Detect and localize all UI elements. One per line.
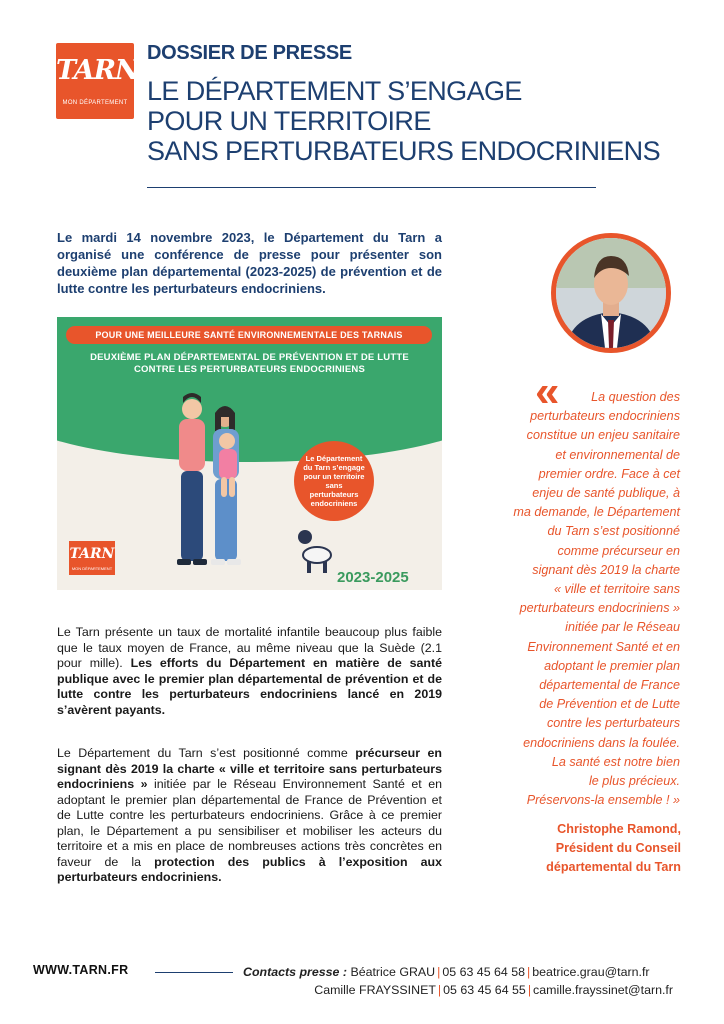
contact-email[interactable]: beatrice.grau@tarn.fr <box>532 965 650 979</box>
title-divider <box>147 187 596 188</box>
poster-plan-line: DEUXIÈME PLAN DÉPARTEMENTAL DE PRÉVENTION ET DE LUTTE <box>90 352 409 363</box>
body-paragraph-2 <box>57 746 442 886</box>
quote-line: initiée par le Réseau <box>565 620 680 635</box>
quote-line: du Tarn s’est positionné <box>547 524 680 539</box>
signature-line: départemental du Tarn <box>546 860 681 874</box>
quote-line: contre les perturbateurs <box>546 716 680 731</box>
p1-bold-text: Les efforts du Département en matière de santé publique avec le premier plan départemental de prévention et de lutte contre les perturbateurs endocriniens lancé en 2019 s’avèrent payants. <box>57 656 442 717</box>
quote-signature <box>478 820 681 877</box>
contact-phone[interactable]: 05 63 45 64 58 <box>442 965 526 979</box>
signature-line: Christophe Ramond, <box>557 822 681 836</box>
campaign-poster <box>57 317 442 590</box>
contacts-label: Contacts presse : <box>243 965 347 979</box>
quote-block <box>478 388 680 810</box>
quote-line: perturbateurs endocriniens » <box>519 601 680 616</box>
poster-banner: POUR UNE MEILLEURE SANTÉ ENVIRONNEMENTALE DES TARNAIS <box>66 326 432 344</box>
contact-row <box>243 981 673 999</box>
contact-name: Camille FRAYSSINET <box>314 983 436 997</box>
portrait-frame <box>551 233 671 353</box>
portrait-photo <box>556 238 666 348</box>
logo-subtitle: MON DÉPARTEMENT <box>62 100 128 106</box>
intro-paragraph: Le mardi 14 novembre 2023, le Département du Tarn a organisé une conférence de presse pour présenter son deuxième plan départemental (2023-2025) de prévention et de lutte contre les perturbateurs endocriniens. <box>57 230 442 296</box>
poster-tarn-logo <box>69 541 115 575</box>
p1-text: Le Tarn présente un taux de mortalité infantile beaucoup plus faible que le taux moyen de France, au même niveau que la Suède (2.1 pour mille). <box>57 625 442 670</box>
poster-logo-wordmark: TARN <box>69 546 115 562</box>
signature-line: Président du Conseil <box>555 841 681 855</box>
page-title <box>147 76 660 166</box>
quote-line: La question des <box>591 390 680 404</box>
poster-commitment-circle <box>294 441 374 521</box>
contact-row <box>243 963 673 981</box>
body-paragraph-1 <box>57 625 442 718</box>
separator: | <box>527 965 531 979</box>
quote-line: « ville et territoire sans <box>554 582 680 597</box>
separator: | <box>437 965 441 979</box>
title-line: SANS PERTURBATEURS ENDOCRINIENS <box>147 136 660 166</box>
p2-bold-text: précurseur en signant dès 2019 la charte « ville et territoire sans perturbateurs endocriniens » <box>57 746 442 791</box>
quote-line: départemental de France <box>539 678 680 693</box>
quote-line: signant dès 2019 la charte <box>532 562 680 577</box>
quote-line: comme précurseur en <box>557 543 680 558</box>
quote-line: de Prévention et de Lutte <box>539 697 680 712</box>
quote-line: La santé est notre bien <box>551 754 680 769</box>
poster-plan-line: CONTRE LES PERTURBATEURS ENDOCRINIENS <box>133 364 366 375</box>
person-avatar <box>556 238 666 348</box>
quote-line: le plus précieux. <box>588 774 680 789</box>
quote-line: ma demande, le Département <box>513 505 680 520</box>
poster-plan-title <box>77 352 422 376</box>
quote-line: endocriniens dans la foulée. <box>523 735 680 750</box>
contact-name: Béatrice GRAU <box>350 965 436 979</box>
quote-line: Environnement Santé et en <box>527 639 680 654</box>
separator: | <box>527 983 532 997</box>
title-line: POUR UN TERRITOIRE <box>147 106 431 136</box>
quote-line: Préservons-la ensemble ! » <box>526 793 680 808</box>
quote-line: enjeu de santé publique, à <box>532 486 680 501</box>
p2-bold-text: protection des publics à l’exposition aux perturbateurs endocriniens. <box>57 854 442 884</box>
website-link[interactable]: WWW.TARN.FR <box>33 963 129 977</box>
document-kicker: DOSSIER DE PRESSE <box>147 42 352 64</box>
poster-years: 2023-2025 <box>337 569 409 586</box>
poster-logo-subtitle: MON DÉPARTEMENT <box>71 566 113 571</box>
contact-email[interactable]: camille.frayssinet@tarn.fr <box>533 983 673 997</box>
tarn-logo <box>56 43 139 119</box>
p2-text: initiée par le Réseau Environnement Santé et en adoptant le premier plan départemental de France de Prévention et de Lutte contre les perturbateurs endocriniens. Grâce à ce premier plan, le Département a pu sensibiliser et mobiliser les acteurs du territoire et a mis en place de nombreuses actions très concrètes en faveur de la <box>57 777 442 869</box>
quote-line: adoptant le premier plan <box>544 658 680 673</box>
quote-line: perturbateurs endocriniens <box>530 409 680 424</box>
footer-divider <box>155 972 233 973</box>
quote-line: premier ordre. Face à cet <box>538 466 680 481</box>
p2-text: Le Département du Tarn s’est positionné comme <box>57 746 356 760</box>
contact-phone[interactable]: 05 63 45 64 55 <box>443 983 526 997</box>
press-contacts <box>243 963 673 999</box>
logo-wordmark: TARN <box>56 55 139 86</box>
title-line: LE DÉPARTEMENT S’ENGAGE <box>147 76 522 106</box>
separator: | <box>437 983 442 997</box>
quote-line: constitue un enjeu sanitaire <box>526 428 680 443</box>
quote-line: et environnemental de <box>555 447 680 462</box>
quote-mark-icon: « <box>535 367 552 416</box>
poster-circle-text: Le Département du Tarn s’engage pour un territoire sans perturbateurs endocriniens <box>303 454 365 508</box>
